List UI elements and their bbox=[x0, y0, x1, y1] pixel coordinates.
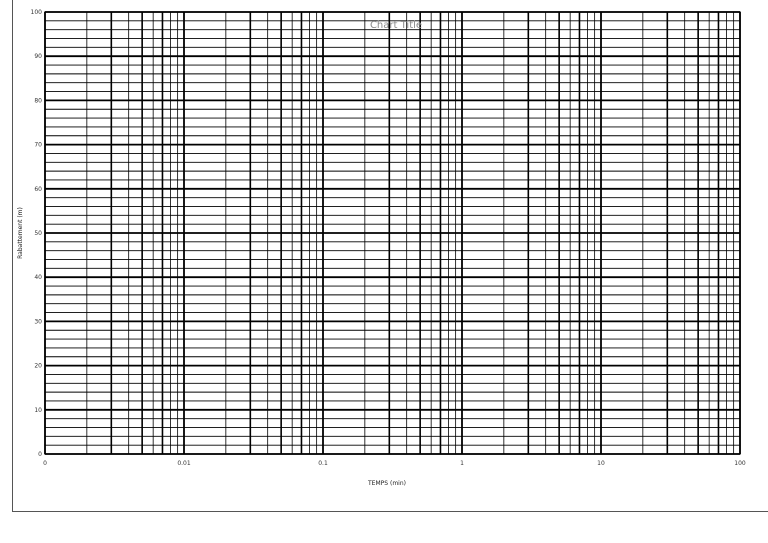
y-tick-label: 80 bbox=[34, 97, 42, 105]
y-tick-label: 50 bbox=[34, 230, 42, 237]
x-tick-label: 10 bbox=[597, 460, 605, 467]
x-tick-label: 1 bbox=[460, 460, 464, 467]
y-tick-label: 90 bbox=[34, 53, 42, 61]
y-tick-label: 0 bbox=[38, 451, 42, 458]
major-grid bbox=[45, 12, 740, 454]
y-tick-label: 30 bbox=[34, 318, 42, 326]
y-tick-labels bbox=[31, 9, 43, 458]
x-tick-label: 0.1 bbox=[318, 460, 328, 467]
y-tick-label: 100 bbox=[30, 9, 42, 16]
y-tick-label: 10 bbox=[34, 406, 42, 414]
y-tick-label: 40 bbox=[34, 274, 42, 282]
y-tick-label: 70 bbox=[34, 141, 42, 149]
y-tick-label: 20 bbox=[34, 362, 42, 370]
x-tick-label: 100 bbox=[734, 460, 746, 467]
x-tick-label: 0 bbox=[43, 460, 47, 467]
y-tick-label: 60 bbox=[34, 185, 42, 193]
chart-title: Chart Title bbox=[369, 20, 423, 31]
y-axis-label: Rabattement (m) bbox=[17, 207, 24, 259]
x-axis-label: TEMPS (min) bbox=[368, 480, 406, 487]
x-tick-label: 0.01 bbox=[177, 460, 191, 467]
x-tick-labels bbox=[43, 460, 746, 467]
